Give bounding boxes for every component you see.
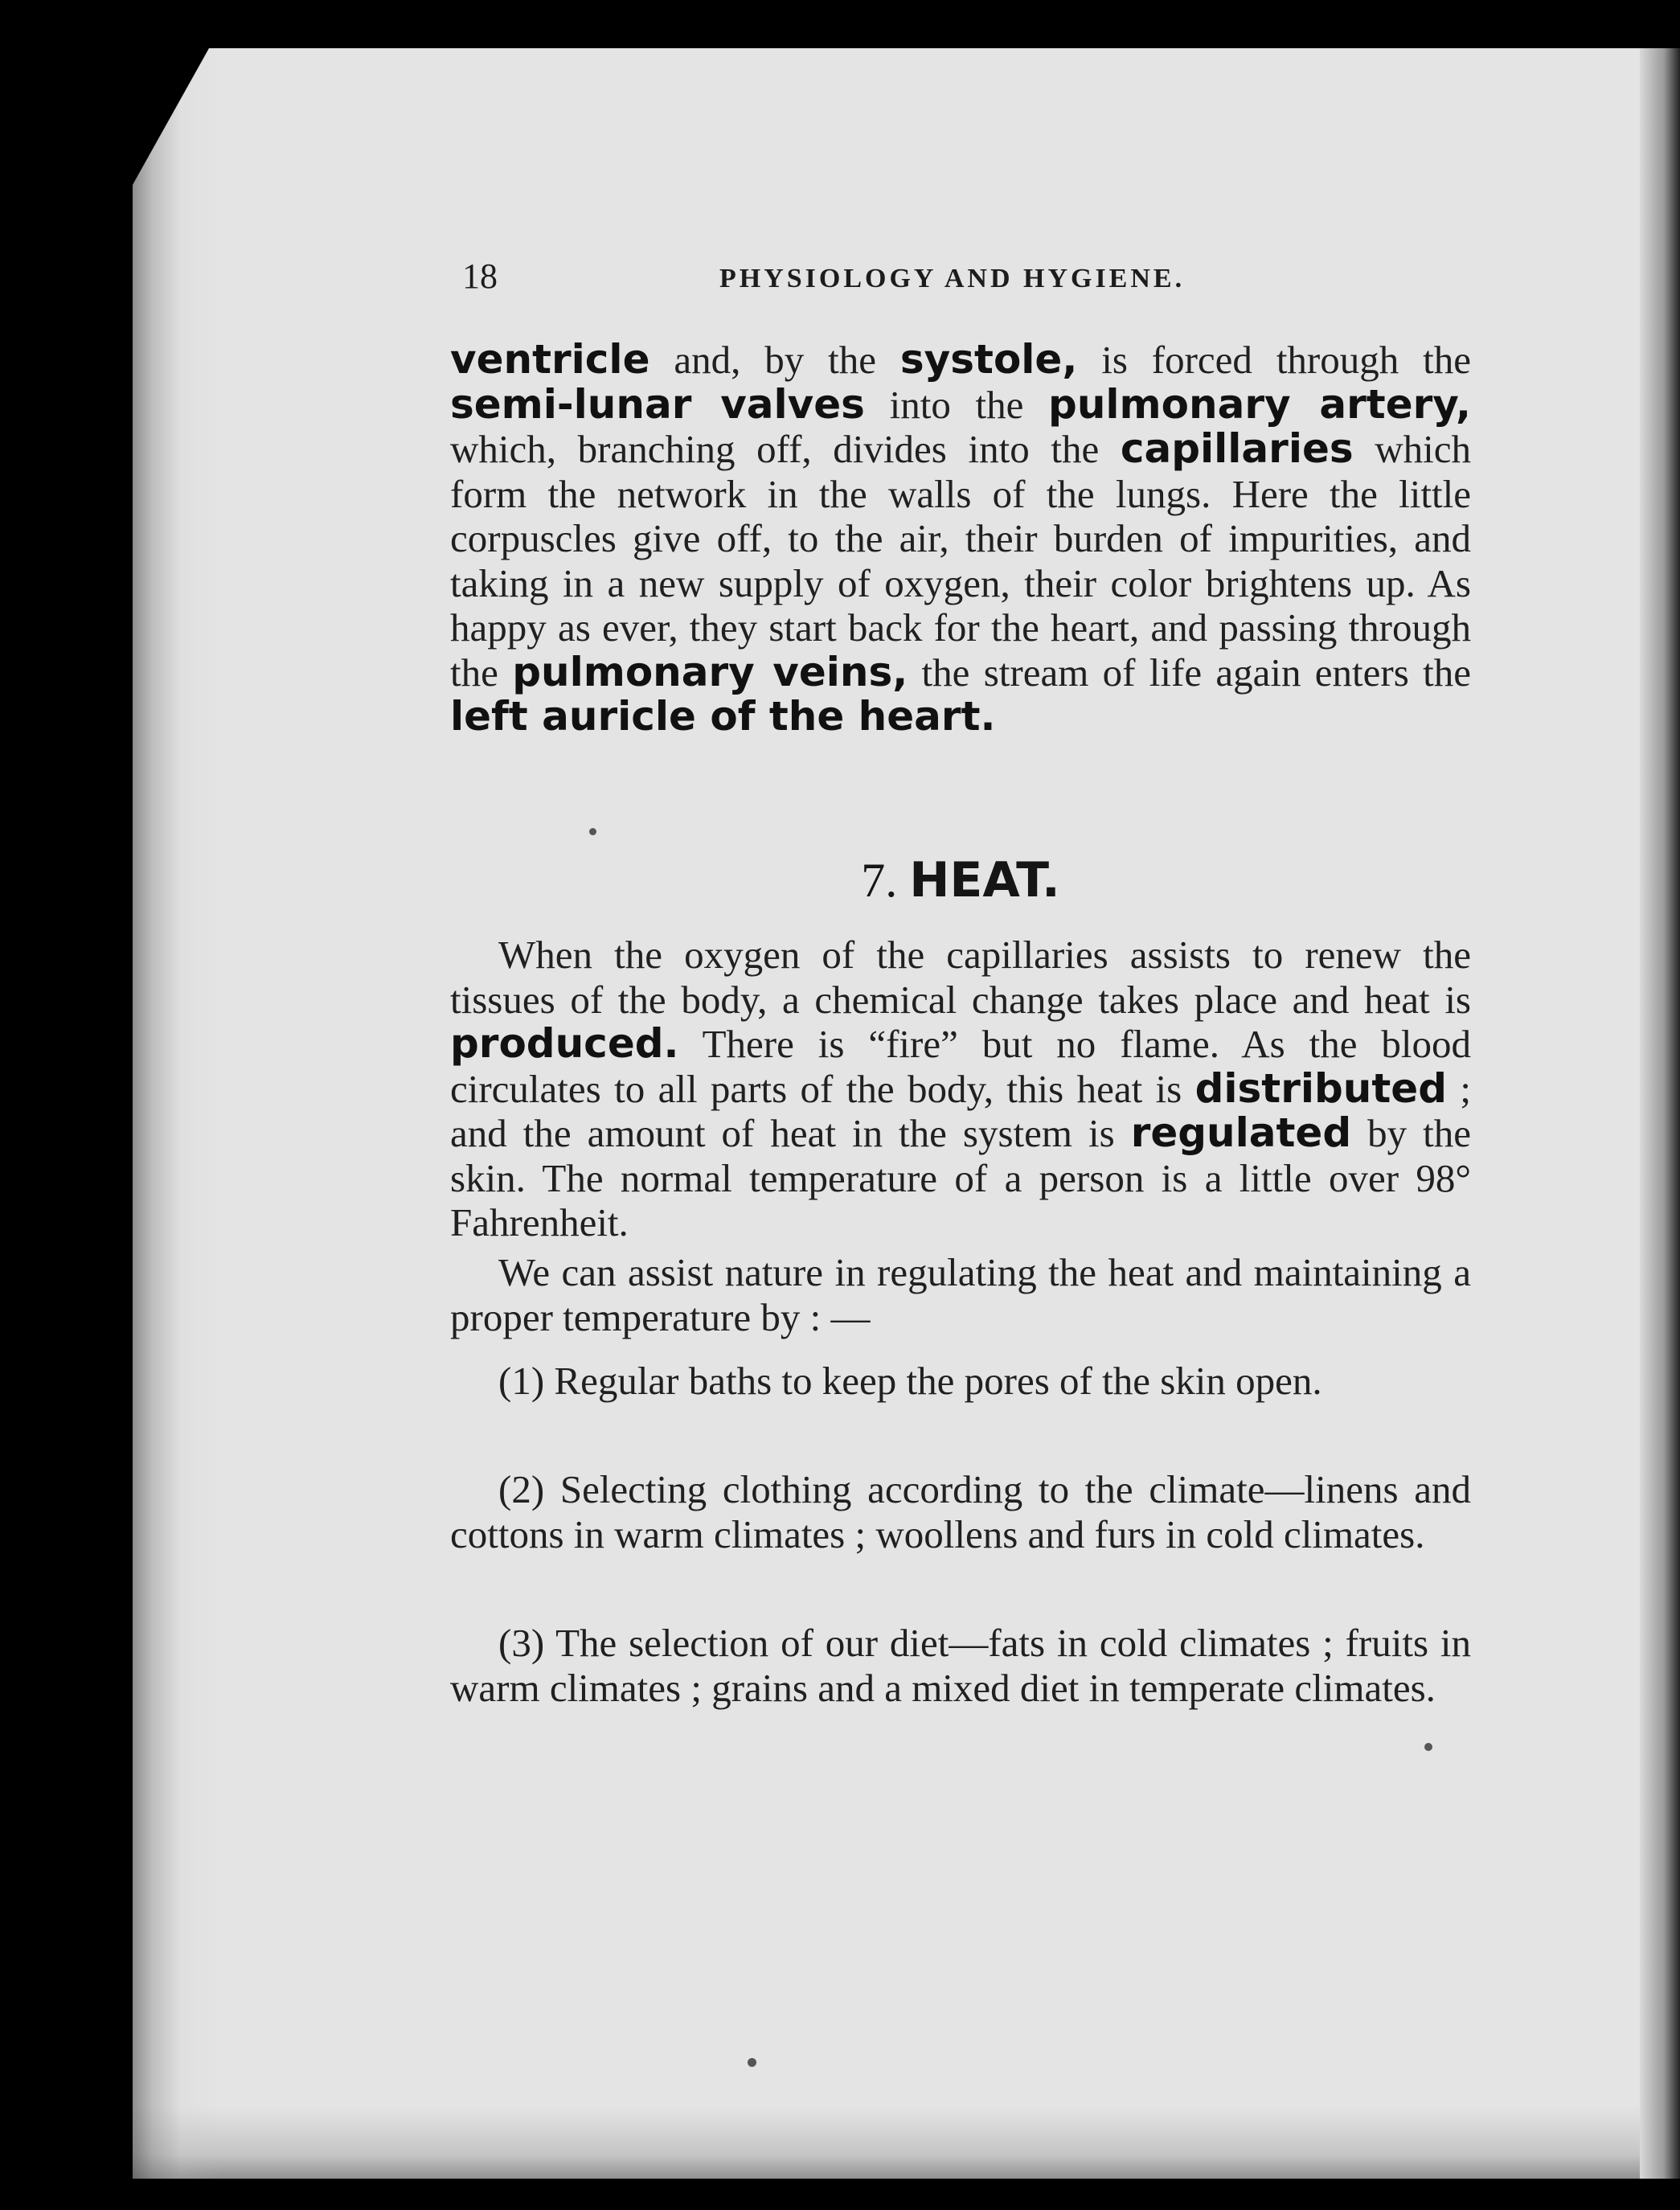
- term-semi-lunar-valves: semi-lunar valves: [450, 380, 865, 428]
- text-run: which form the network in the walls of the lungs. Here the little corpuscles give off, to the air, their burden of impurities, and taking in a new supply of oxygen, their color brightens up. As happy as ever, they start back for the heart, and passing through the: [450, 427, 1472, 695]
- text-run: ; and the amount of heat in the system is: [450, 1066, 1471, 1155]
- text-run: which, branching off, divides into the: [450, 427, 1121, 471]
- section-number: 7.: [861, 854, 898, 907]
- page-number: 18: [462, 256, 498, 296]
- page-edge-shadow: [1640, 48, 1680, 2179]
- term-systole: systole,: [899, 336, 1078, 383]
- term-ventricle: ventricle: [450, 336, 650, 383]
- text-run: is forced through the: [1077, 338, 1471, 382]
- term-regulated: regulated: [1130, 1109, 1352, 1156]
- term-distributed: distributed: [1194, 1064, 1447, 1112]
- section-heading: [450, 852, 1471, 908]
- text-run: When the oxygen of the capillaries assists to renew the tissues of the body, a chemical change takes place and heat is: [450, 933, 1471, 1022]
- term-capillaries: capillaries: [1120, 425, 1354, 472]
- term-produced: produced.: [450, 1020, 679, 1067]
- ink-speck: [748, 2058, 756, 2067]
- text-run: by the skin. The normal temperature of a person is a little over 98° Fahrenheit.: [450, 1111, 1471, 1244]
- text-run: into the: [864, 382, 1049, 427]
- list-item: (3) The selection of our diet—fats in cold climates ; fruits in warm climates ; grains and a mixed diet in temperate climates.: [450, 1621, 1471, 1710]
- list-item: (1) Regular baths to keep the pores of the skin open.: [498, 1359, 1322, 1403]
- paragraph-heat: [450, 933, 1471, 1245]
- paragraph-assist-nature: We can assist nature in regulating the heat and maintaining a proper temperature by : —: [450, 1250, 1471, 1339]
- list-item: (2) Selecting clothing according to the climate—linens and cottons in warm climates ; woollens and furs in cold climates.: [450, 1467, 1471, 1556]
- term-pulmonary-artery: pulmonary artery,: [1048, 380, 1471, 428]
- running-head: PHYSIOLOGY AND HYGIENE.: [719, 264, 1186, 293]
- term-left-auricle: left auricle of the heart.: [450, 693, 996, 740]
- section-title: HEAT.: [909, 852, 1060, 908]
- paragraph-circulation: [450, 338, 1471, 740]
- term-pulmonary-veins: pulmonary veins,: [512, 648, 908, 695]
- text-run: There is “fire” but no flame. As the blood circulates to all parts of the body, this heat is: [450, 1022, 1471, 1111]
- text-run: and, by the: [649, 338, 900, 382]
- page-header: [462, 256, 1648, 312]
- ink-speck: [589, 828, 596, 835]
- ink-speck: [1424, 1743, 1432, 1751]
- text-run: the stream of life again enters the: [908, 650, 1471, 695]
